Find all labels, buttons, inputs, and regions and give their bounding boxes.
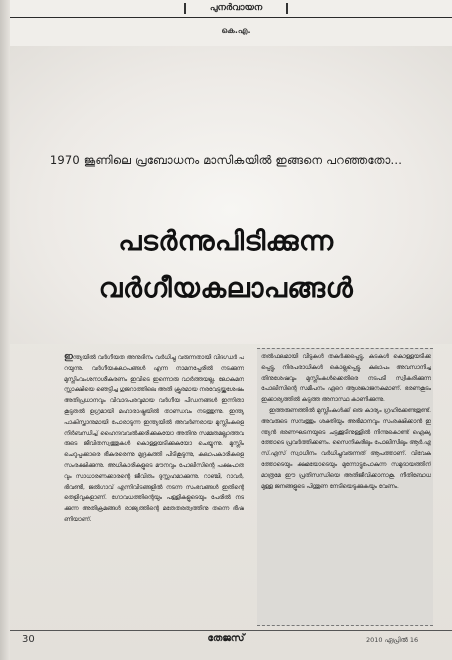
paragraph-text: ന്ത്യയിൽ വർഗീയത അനുദിനം വർധിച്ചു വരുന്നതായി വിദഗ്ധർ പറയുന്നു. വർഗീയകലാപങ്ങൾ എന്ന നാമനപ്പേരിൽ നടക്കുന്ന മുസ്ലിംവംശനാശീകരണം ഇവിടെ ഇന്നൊരു വാർത്തയല്ല. ലോകമനസ്സാക്ഷിയെ ഞെട്ടിച്ച ഗുജറാത്തിലെ അതി ക്രൂരമായ നരവേട്ടയ്ക്കുശേഷം അതിപ്രധാനവും വിവാദപരവുമായ വർഗീയ പീഡനങ്ങൾ ഇന്നിതാ കൂടുതൽ ഉഗ്രമായി മഹാരാഷ്ട്രയിൽ താണ്ഡവം നടത്തുന്നു. ഇന്ത്യ പാകിസ്താനുമായി പോരാടുന്ന ഇന്ത്യയിൽ അവർണരായ മുസ്ലിംകളെ നിർബന്ധിച്ച് ഹൈന്ദവവൽക്കരിക്കുകയോ അതിനു സമ്മതമല്ലാത്തവരുടെ ജീവിതസ്വത്തുകൾ കൊള്ളയടിക്കുകയോ ചെയ്യുന്നു. മുസ്ലിം ചെറുപ്പക്കാരെ ഭീകരരെന്നു മുദ്രകുത്തി പിടികൂടുന്നു, കലാപകാരികളെ സംരക്ഷിക്കുന്നു. അധികാരികളുടെ മൗനവും പോലീസിന്റെ പക്ഷപാതവും സാധാരണക്കാരന്റെ ജീവിതം ദുസ്സഹമാക്കുന്നു. റാഞ്ചി, റാവർ, ഭിവണ്ടി, ജൽഗാവ് എന്നിവിടങ്ങളിൽ നടന്ന സംഭവങ്ങൾ ഇതിന്റെ തെളിവുകളാണ്. ഗോവധത്തിന്റെയും പള്ളികളുടെയും പേരിൽ നടക്കുന്ന അതിക്രമങ്ങൾ രാജ്യത്തിന്റെ മതേതരത്വത്തിനു തന്നെ ഭീഷണിയാണ്. bbox=[64, 355, 244, 523]
article-paragraph bbox=[64, 352, 244, 526]
article-paragraph: ഇത്തരുണത്തിൽ മുസ്ലിംകൾക്ക് ഒരു കാര്യം ഗ്രഹിക്കേണ്ടതുണ്ട്. അവരുടെ സമ്പത്തും ശക്തിയും അഭിമാനവും സംരക്ഷിക്കാൻ ഇന്ത്യൻ ഭരണഘടനയുടെ ചട്ടക്കൂടിനുള്ളിൽ നിന്നുകൊണ്ട് ഐക്യത്തോടെ പ്രവർത്തിക്കണം. സൈനികരിലും പോലീസിലും ആർ.എസ്.എസ് സ്വാധീനം വർധിച്ചുവരുന്നത് ആപത്താണ്. വിവേകത്തോടെയും ക്ഷമയോടെയും മുന്നോട്ടുപോകുന്ന സമുദായത്തിന് മാത്രമേ ഈ പ്രതിസന്ധിയെ അതിജീവിക്കാനാകൂ. നീതിബോധമുള്ള ജനങ്ങളുടെ പിന്തുണ നേടിയെടുക്കുകയും വേണം. bbox=[261, 407, 431, 490]
section-label bbox=[176, 0, 296, 17]
magazine-name: തേജസ് bbox=[207, 633, 245, 644]
page-spine-shadow bbox=[0, 0, 10, 660]
intro-line: 1970 ജൂണിലെ പ്രബോധനം മാസികയിൽ ഇങ്ങനെ പറഞ്ഞതോ... bbox=[49, 153, 403, 167]
issue-date: 2010 ഏപ്രിൽ 16 bbox=[366, 636, 419, 644]
header-rule bbox=[10, 17, 452, 18]
section-divider-left bbox=[184, 3, 186, 14]
article-column-left bbox=[64, 352, 244, 624]
author-name: കെ.എ. bbox=[221, 26, 251, 35]
section-title: പുനർവായന bbox=[209, 3, 263, 13]
footer-rule bbox=[10, 630, 452, 631]
headline-line-2: വർഗീയകലാപങ്ങൾ bbox=[98, 273, 354, 304]
section-divider-right bbox=[286, 3, 288, 14]
page-number: 30 bbox=[22, 634, 35, 645]
article-column-right bbox=[261, 352, 431, 624]
drop-cap: ഇ bbox=[64, 352, 73, 362]
article-paragraph: തൽഫലമായി വീടുകൾ തകർക്കപ്പെട്ടു, കടകൾ കൊള്ളയടിക്കപ്പെട്ടു, നിരപരാധികൾ കൊല്ലപ്പെട്ടു. കലാപം അവസാനിച്ചതിനുശേഷവും മുസ്ലിംകൾക്കെതിരെ നടപടി സ്വീകരിക്കുന്ന പോലീസിന്റെ സമീപനം ഏറെ ആശങ്കാജനകമാണ്. ഭരണകൂടം ഇക്കാര്യത്തിൽ കടുത്ത അനാസ്ഥ കാണിക്കുന്നു. bbox=[261, 354, 431, 404]
headline-line-1: പടർന്നുപിടിക്കുന്ന bbox=[118, 226, 334, 257]
